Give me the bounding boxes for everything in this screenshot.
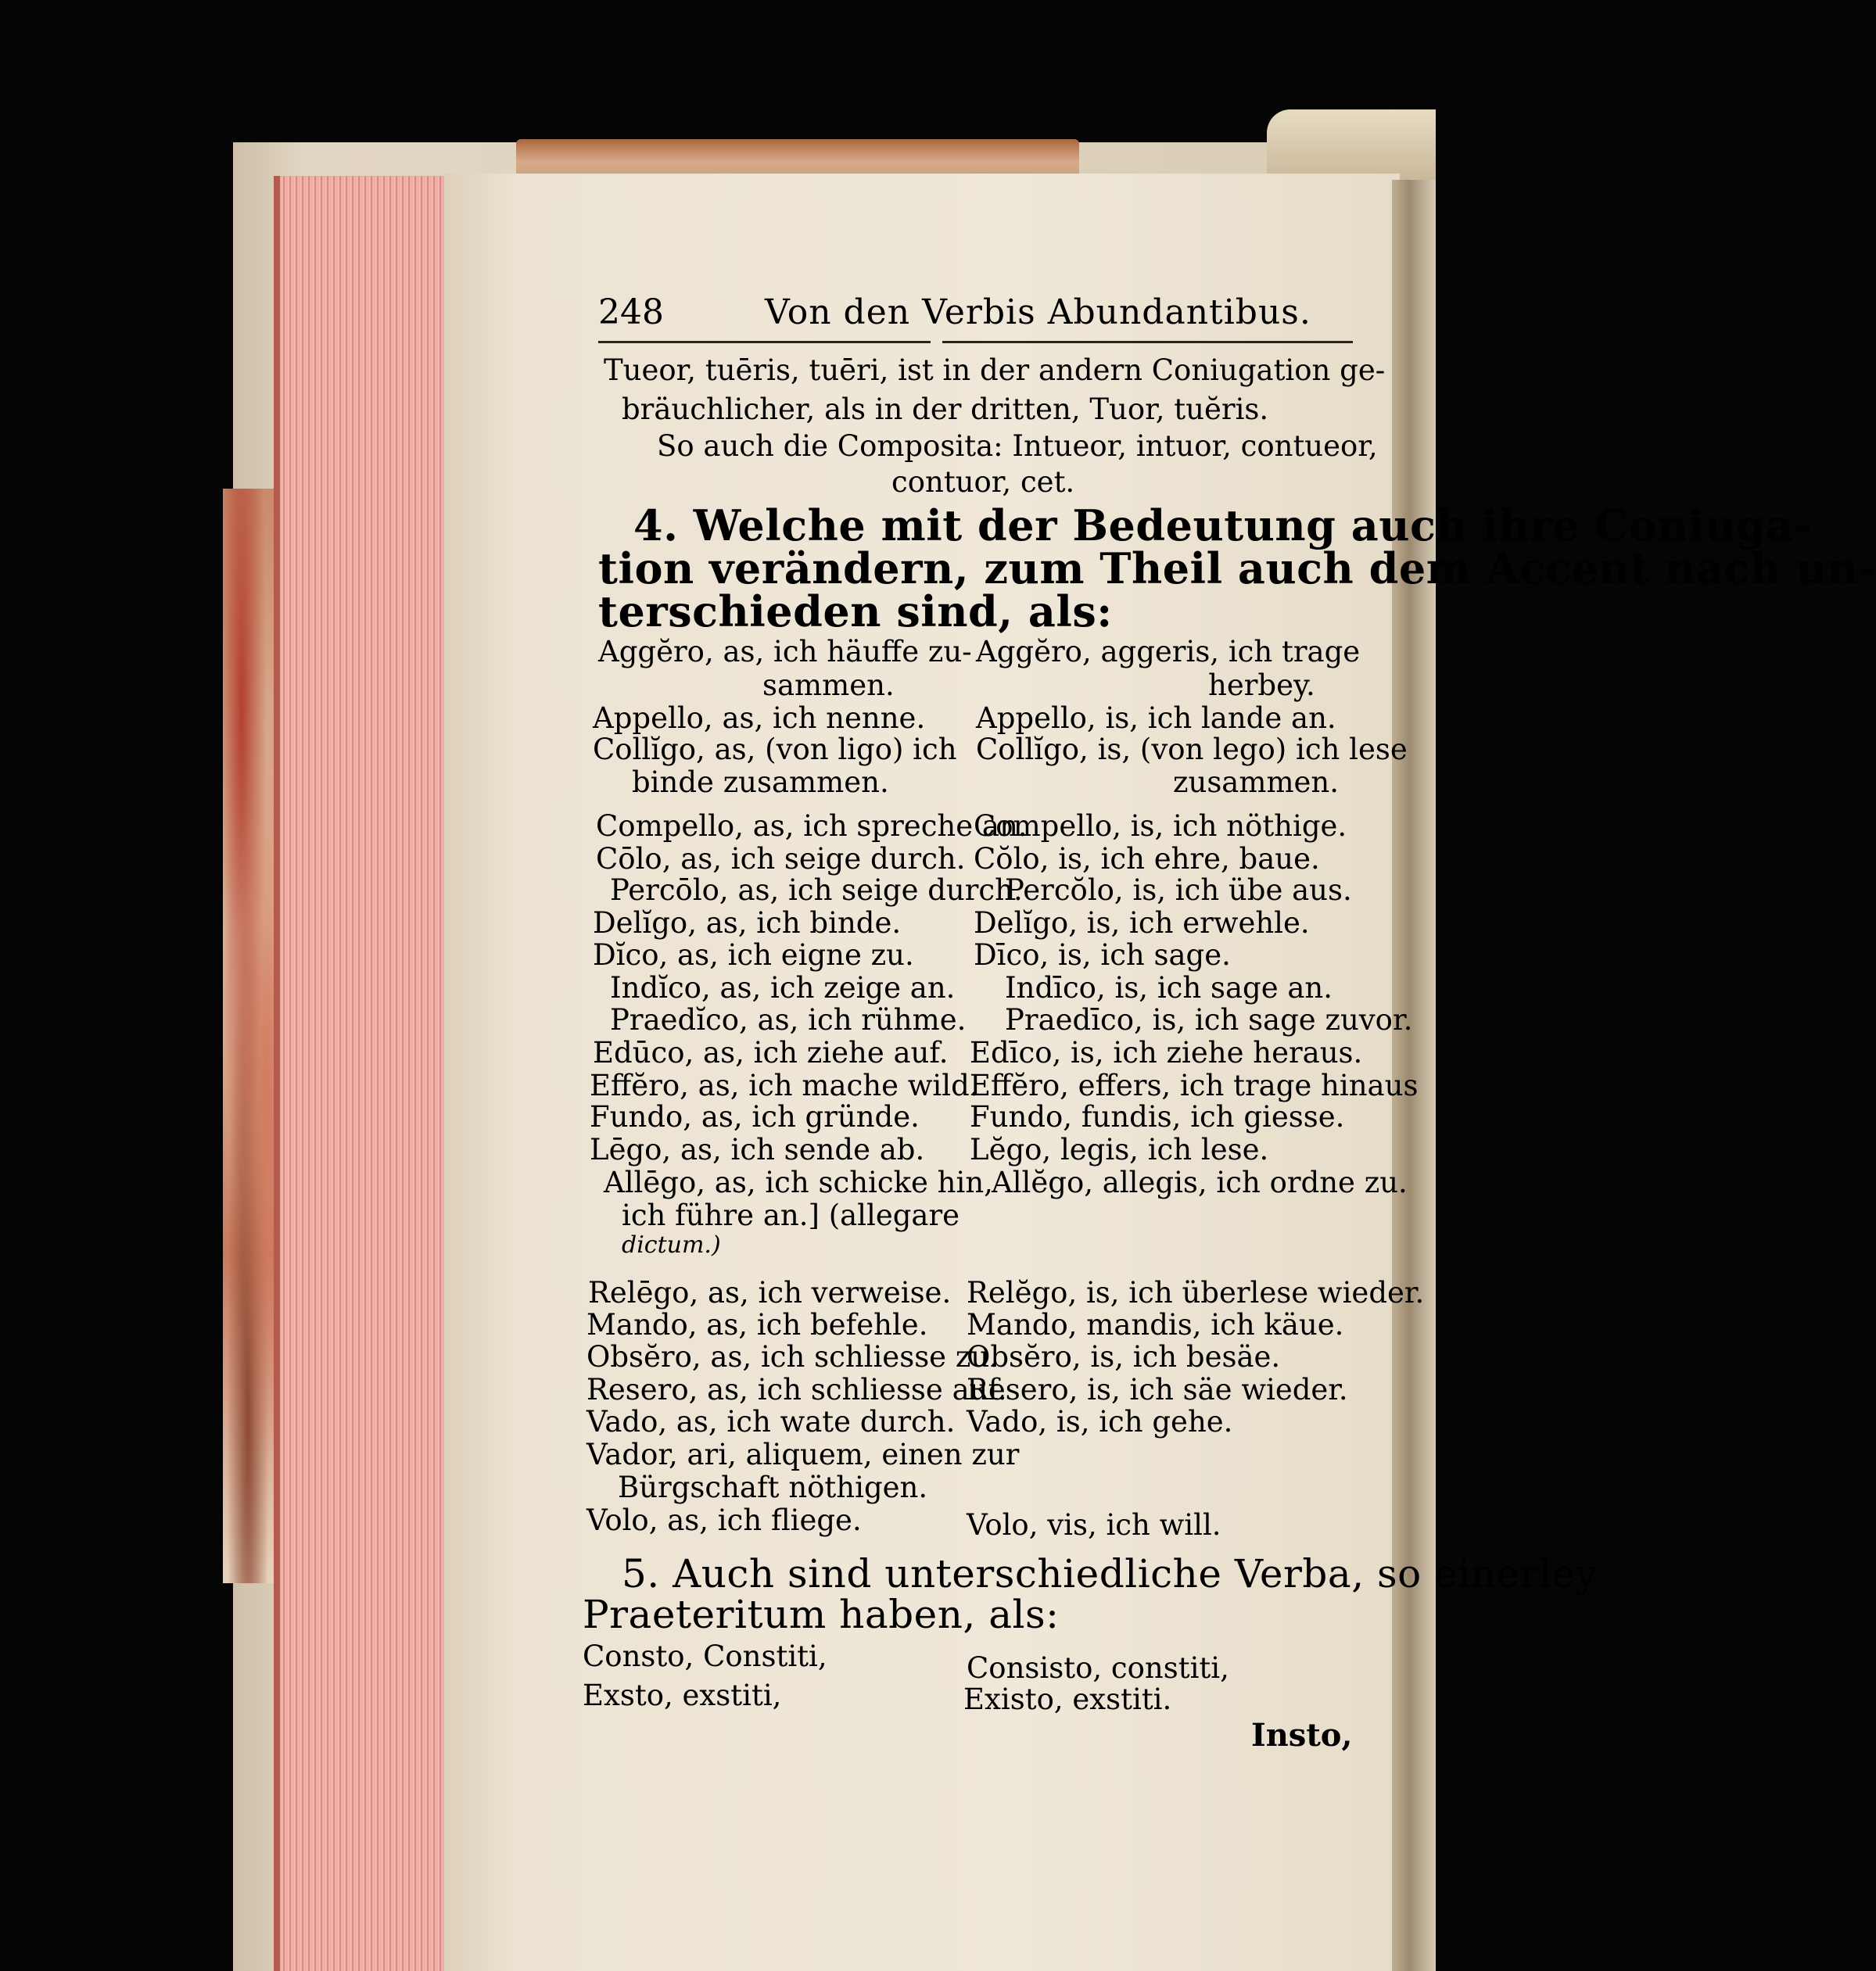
verb-entry-right: Praedīco, is, ich sage zuvor. bbox=[1005, 1003, 1413, 1037]
verb-entry-right: herbey. bbox=[1208, 668, 1315, 702]
verb-entry-right: Percŏlo, is, ich übe aus. bbox=[1005, 873, 1352, 907]
verb-entry-left: dictum.) bbox=[622, 1231, 721, 1259]
section-5-heading: Praeteritum haben, als: bbox=[583, 1592, 1060, 1637]
verb-entry-left: Cōlo, as, ich seige durch. bbox=[596, 842, 966, 876]
verb-entry-left: binde zusammen. bbox=[632, 765, 889, 799]
page-number: 248 bbox=[598, 292, 664, 332]
section-4-heading: terschieden sind, als: bbox=[598, 586, 1113, 636]
section-5-heading: 5. Auch sind unterschiedliche Verba, so einerley bbox=[622, 1551, 1598, 1597]
verb-entry-right: Mando, mandis, ich käue. bbox=[967, 1308, 1344, 1342]
verb-entry-left: Appello, as, ich nenne. bbox=[593, 701, 926, 735]
verb-entry-right: Lĕgo, legis, ich lese. bbox=[970, 1133, 1269, 1166]
verb-entry-right: Existo, exstiti. bbox=[963, 1683, 1172, 1716]
verb-entry-right: Appello, is, ich lande an. bbox=[976, 701, 1336, 735]
verb-entry-right: Fundo, fundis, ich giesse. bbox=[970, 1100, 1345, 1134]
verb-entry-left: Collĭgo, as, (von ligo) ich bbox=[593, 733, 957, 766]
intro-line: bräuchlicher, als in der dritten, Tuor, tuĕris. bbox=[622, 392, 1269, 426]
verb-entry-left: Resero, as, ich schliesse auf. bbox=[586, 1373, 1007, 1407]
verb-entry-left: Delĭgo, as, ich binde. bbox=[593, 906, 902, 940]
book-top-edge bbox=[516, 139, 1079, 177]
verb-entry-left: Percōlo, as, ich seige durch. bbox=[610, 873, 1023, 907]
verb-entry-left: Fundo, as, ich gründe. bbox=[590, 1100, 920, 1134]
verb-entry-left: Compello, as, ich spreche an. bbox=[596, 809, 1028, 843]
verb-entry-left: Exsto, exstiti, bbox=[583, 1679, 782, 1712]
verb-entry-right: zusammen. bbox=[1173, 765, 1340, 799]
verb-entry-left: Vador, ari, aliquem, einen zur bbox=[586, 1438, 1020, 1471]
verb-entry-left: Obsĕro, as, ich schliesse zu. bbox=[586, 1340, 999, 1374]
verb-entry-right: Relĕgo, is, ich überlese wieder. bbox=[967, 1276, 1425, 1310]
verb-entry-left: Volo, as, ich fliege. bbox=[586, 1503, 862, 1537]
verb-entry-right: Obsĕro, is, ich besäe. bbox=[967, 1340, 1281, 1374]
verb-entry-right: Edīco, is, ich ziehe heraus. bbox=[970, 1036, 1363, 1070]
verb-entry-right: Allĕgo, allegis, ich ordne zu. bbox=[992, 1166, 1408, 1199]
verb-entry-left: Edūco, as, ich ziehe auf. bbox=[593, 1036, 949, 1070]
running-title: Von den Verbis Abundantibus. bbox=[765, 292, 1311, 332]
intro-line: contuor, cet. bbox=[891, 465, 1075, 499]
header-rule-right bbox=[942, 341, 1353, 343]
verb-entry-left: Relēgo, as, ich verweise. bbox=[588, 1276, 952, 1310]
verb-entry-left: Allēgo, as, ich schicke hin, bbox=[604, 1166, 993, 1199]
verb-entry-left: Vado, as, ich wate durch. bbox=[586, 1405, 956, 1439]
verb-entry-right: Cŏlo, is, ich ehre, baue. bbox=[974, 842, 1320, 876]
verb-entry-left: Effĕro, as, ich mache wild. bbox=[590, 1069, 979, 1102]
verb-entry-left: Mando, as, ich befehle. bbox=[586, 1308, 928, 1342]
facing-page-corner bbox=[1267, 109, 1436, 180]
section-4-heading: tion verändern, zum Theil auch dem Accent nach un- bbox=[598, 543, 1876, 593]
verb-entry-right: Effĕro, effers, ich trage hinaus bbox=[970, 1069, 1419, 1102]
verb-entry-right: Resero, is, ich säe wieder. bbox=[967, 1373, 1348, 1407]
verb-entry-left: Indĭco, as, ich zeige an. bbox=[610, 971, 956, 1005]
verb-entry-left: Aggĕro, as, ich häuffe zu- bbox=[598, 635, 972, 668]
verb-entry-right: Indīco, is, ich sage an. bbox=[1005, 971, 1333, 1005]
verb-entry-left: sammen. bbox=[762, 668, 895, 702]
verb-entry-right: Consisto, constiti, bbox=[967, 1651, 1229, 1685]
section-4-heading: 4. Welche mit der Bedeutung auch ihre Coniuga- bbox=[633, 500, 1812, 550]
verb-entry-left: Bürgschaft nöthigen. bbox=[618, 1471, 928, 1504]
red-page-edges bbox=[274, 176, 458, 1971]
verb-entry-right: Dīco, is, ich sage. bbox=[974, 938, 1231, 972]
catchword: Insto, bbox=[1251, 1717, 1353, 1754]
verb-entry-right: Collĭgo, is, (von lego) ich lese bbox=[976, 733, 1408, 766]
verb-entry-left: ich führe an.] (allegare bbox=[622, 1199, 960, 1232]
verb-entry-left: Consto, Constiti, bbox=[583, 1640, 827, 1673]
verb-entry-right: Aggĕro, aggeris, ich trage bbox=[976, 635, 1361, 668]
intro-line: So auch die Composita: Intueor, intuor, contueor, bbox=[657, 429, 1378, 463]
verb-entry-right: Volo, vis, ich will. bbox=[967, 1508, 1221, 1542]
verb-entry-right: Compello, is, ich nöthige. bbox=[974, 809, 1347, 843]
verb-entry-left: Lēgo, as, ich sende ab. bbox=[590, 1133, 925, 1166]
intro-line: Tueor, tuēris, tuēri, ist in der andern Coniugation ge- bbox=[604, 353, 1386, 387]
verb-entry-right: Delĭgo, is, ich erwehle. bbox=[974, 906, 1310, 940]
verb-entry-left: Dĭco, as, ich eigne zu. bbox=[593, 938, 914, 972]
verb-entry-right: Vado, is, ich gehe. bbox=[967, 1405, 1233, 1439]
verb-entry-left: Praedĭco, as, ich rühme. bbox=[610, 1003, 967, 1037]
header-rule-left bbox=[598, 341, 931, 343]
